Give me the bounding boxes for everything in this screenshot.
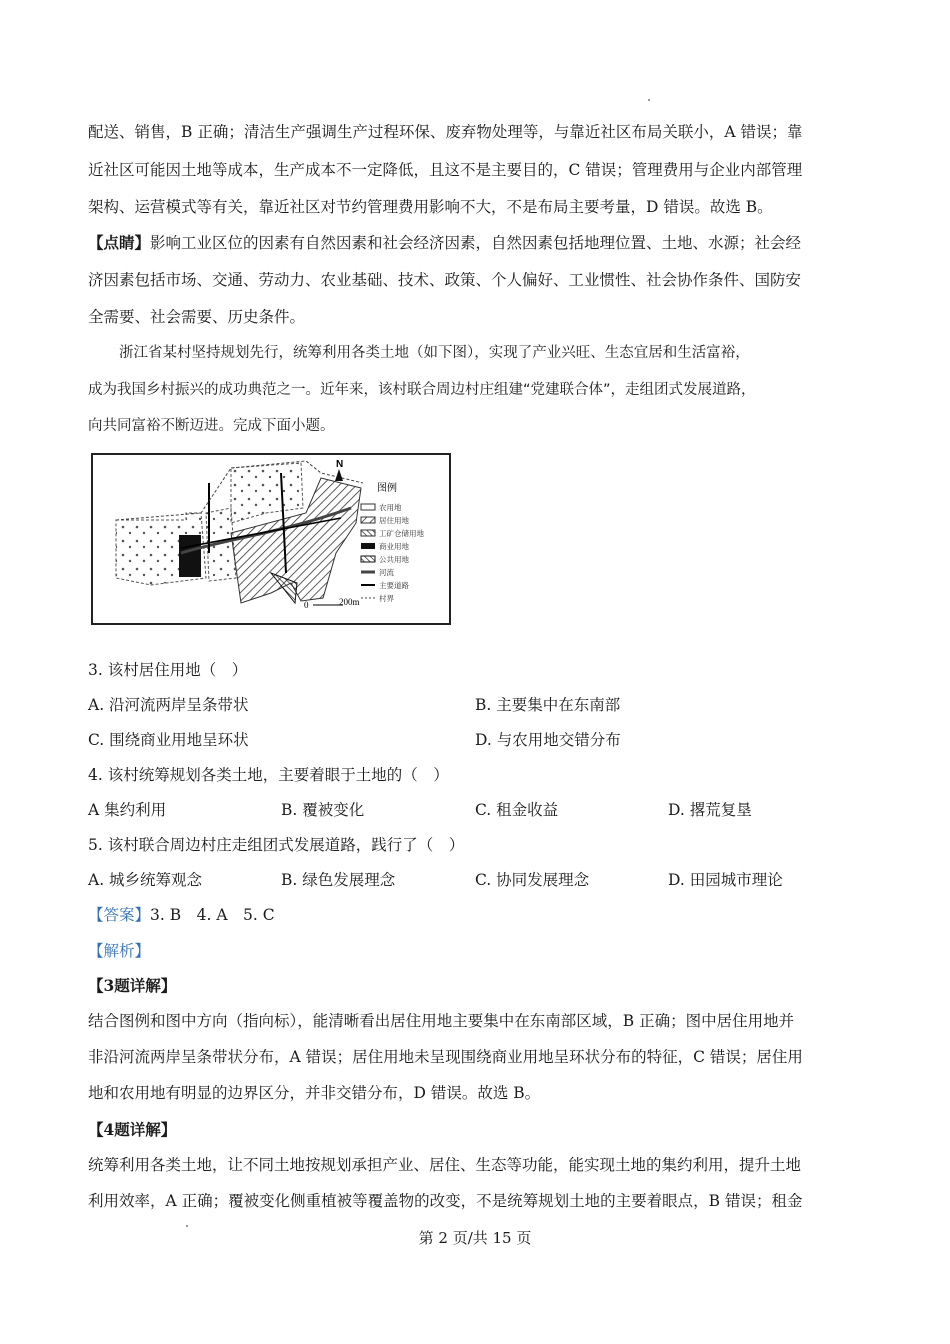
prev-line-1: 配送、销售，B 正确；清洁生产强调生产过程环保、废弃物处理等，与靠近社区布局关联小，A 错误；靠 xyxy=(88,123,803,141)
d3-line-1: 结合图例和图中方向（指向标），能清晰看出居住用地主要集中在东南部区域，B 正确；图中居住用地并 xyxy=(88,1012,795,1030)
d4-line-1: 统筹利用各类土地，让不同土地按规划承担产业、居住、生态等功能，能实现土地的集约利用，提升土地 xyxy=(88,1156,802,1174)
q4-option-b[interactable]: B. 覆被变化 xyxy=(281,801,365,819)
d3-line-2: 非沿河流两岸呈条带状分布，A 错误；居住用地未呈现围绕商业用地呈环状分布的特征，C 错误；居住用 xyxy=(88,1048,803,1066)
legend-commercial: 商业用地 xyxy=(379,542,409,551)
legend-river: 河流 xyxy=(379,568,394,577)
q4-option-d[interactable]: D. 撂荒复垦 xyxy=(668,801,752,819)
tip-text-1: 影响工业区位的因素有自然因素和社会经济因素，自然因素包括地理位置、土地、水源；社会经 xyxy=(150,234,802,252)
legend-residential: 居住用地 xyxy=(379,516,409,525)
legend-industrial: 工矿仓储用地 xyxy=(379,529,424,538)
q3-option-b[interactable]: B. 主要集中在东南部 xyxy=(475,696,621,714)
page-footer: 第 2 页/共 15 页 xyxy=(418,1229,532,1247)
q4-option-a[interactable]: A 集约利用 xyxy=(88,801,167,819)
tip-line-1 xyxy=(88,233,801,253)
analysis-label: 【解析】 xyxy=(88,942,151,960)
answer-line xyxy=(88,905,275,925)
answer-label: 【答案】 xyxy=(88,906,151,924)
d3-line-3: 地和农用地有明显的边界区分，并非交错分布，D 错误。故选 B。 xyxy=(88,1084,541,1102)
prev-line-3: 架构、运营模式等有关，靠近社区对节约管理费用影响不大，不是布局主要考量，D 错误。故选 B。 xyxy=(88,198,773,216)
q3-option-a[interactable]: A. 沿河流两岸呈条带状 xyxy=(88,696,249,714)
d4-line-2: 利用效率，A 正确；覆被变化侧重植被等覆盖物的改变，不是统筹规划土地的主要着眼点，B 错误；租金 xyxy=(88,1192,803,1210)
north-letter: N xyxy=(336,459,344,470)
q5-option-b[interactable]: B. 绿色发展理念 xyxy=(281,871,396,889)
legend-farmland: 农用地 xyxy=(379,503,402,512)
scale-label: 200m xyxy=(339,597,360,607)
tip-label: 【点睛】 xyxy=(88,233,151,252)
commercial-area xyxy=(179,535,201,577)
tip-line-3: 全需要、社会需要、历史条件。 xyxy=(88,308,306,326)
legend-swatch-commercial xyxy=(361,543,375,549)
q5-option-c[interactable]: C. 协同发展理念 xyxy=(475,871,590,889)
q3-option-d[interactable]: D. 与农用地交错分布 xyxy=(475,731,621,749)
answer-value: 3. B 4. A 5. C xyxy=(150,906,275,924)
q4-option-c[interactable]: C. 租金收益 xyxy=(475,801,559,819)
scan-speck xyxy=(648,99,650,101)
d3-label: 【3题详解】 xyxy=(88,976,177,995)
legend-boundary: 村界 xyxy=(379,594,394,603)
stem-line-1: 浙江省某村坚持规划先行，统筹利用各类土地（如下图），实现了产业兴旺、生态宜居和生活富裕， xyxy=(119,345,750,361)
tip-line-2: 济因素包括市场、交通、劳动力、农业基础、技术、政策、个人偏好、工业惯性、社会协作条件、国防安 xyxy=(88,271,802,289)
stem-line-2: 成为我国乡村振兴的成功典范之一。近年来，该村联合周边村庄组建“党建联合体”，走组团式发展道路， xyxy=(88,382,756,398)
legend-public: 公共用地 xyxy=(379,555,409,564)
legend-swatch-public xyxy=(361,556,375,562)
q5-option-a[interactable]: A. 城乡统筹观念 xyxy=(88,871,203,889)
legend-title: 图例 xyxy=(377,483,397,494)
stem-line-3: 向共同富裕不断迈进。完成下面小题。 xyxy=(88,418,335,434)
legend-road: 主要道路 xyxy=(379,581,409,590)
prev-line-2: 近社区可能因土地等成本，生产成本不一定降低，且这不是主要目的，C 错误；管理费用与企业内部管理 xyxy=(88,161,803,179)
legend-swatch-industrial xyxy=(361,530,375,536)
scale-zero: 0 xyxy=(304,600,309,610)
d4-label: 【4题详解】 xyxy=(88,1120,177,1139)
land-use-map xyxy=(91,453,451,625)
q4-stem: 4. 该村统筹规划各类土地，主要着眼于土地的（ ） xyxy=(88,766,449,784)
q5-stem: 5. 该村联合周边村庄走组团式发展道路，践行了（ ） xyxy=(88,836,465,854)
legend-swatch-residential xyxy=(361,517,375,523)
q5-option-d[interactable]: D. 田园城市理论 xyxy=(668,871,783,889)
q3-stem: 3. 该村居住用地（ ） xyxy=(88,661,248,679)
q3-option-c[interactable]: C. 围绕商业用地呈环状 xyxy=(88,731,249,749)
